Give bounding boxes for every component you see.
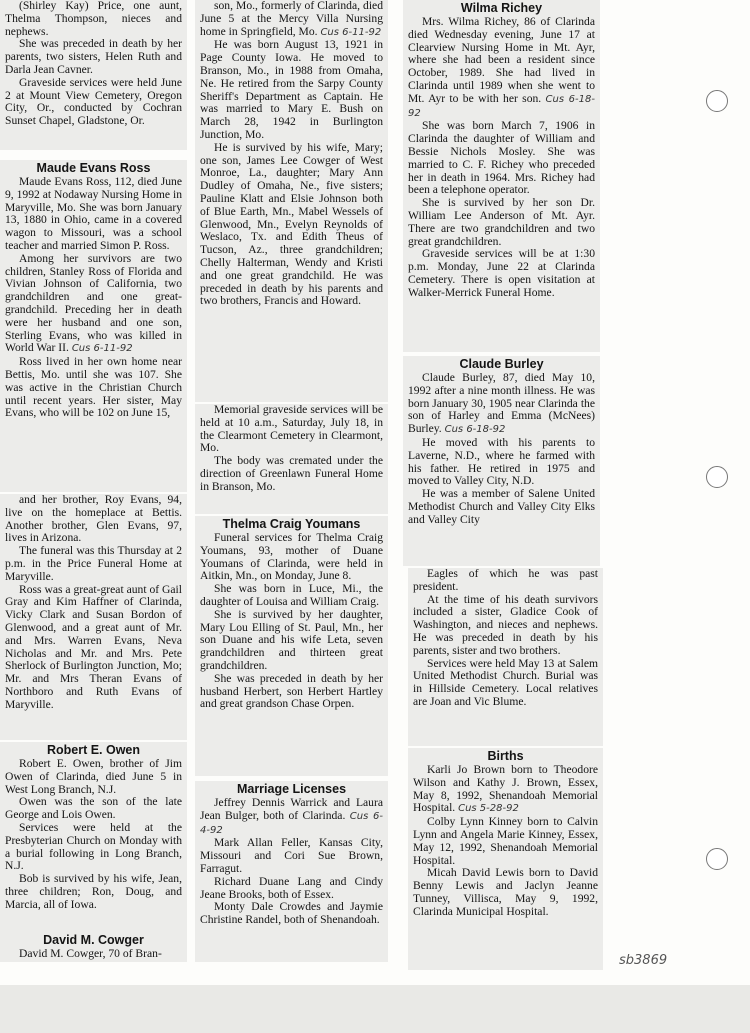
paragraph: Eagles of which he was past president. — [413, 568, 598, 593]
handwritten-date-note: Cus 6-18-92 — [444, 424, 506, 436]
paragraph: Micah David Lewis born to David Benny Lewis and Jaclyn Jeanne Tunney, Villisca, May 9, 1992, Clarinda Municipal Hospital. — [413, 866, 598, 918]
paragraph: Graveside services will be at 1:30 p.m. Monday, June 22 at Clarinda Cemetery. There is open visitation at Walker-Merrick Funeral Home. — [408, 247, 595, 299]
paragraph: Maude Evans Ross, 112, died June 9, 1992 at Nodaway Nursing Home in Maryville, Mo. She was born January 13, 1880 in Ohio, came in a covered wagon to Missouri, was a school teacher and married Simon P. Ross. — [5, 175, 182, 252]
paragraph: Among her survivors are two children, Stanley Ross of Florida and Vivian Johnson of California, two grandchildren and one great-grandchild. Preceding her in death were her husband and one son, Sterling Evans, who was killed in World War II. Cus 6-11-92 — [5, 251, 182, 355]
clipping-robert-owen — [0, 742, 187, 932]
paragraph: and her brother, Roy Evans, 94, live on the homeplace at Bettis. Another brother, Glen Evans, 97, lives in Arizona. — [5, 494, 182, 545]
paragraph: The body was cremated under the direction of Greenlawn Funeral Home in Branson, Mo. — [200, 454, 383, 493]
paragraph: Claude Burley, 87, died May 10, 1992 after a nine month illness. He was born January 30, 1905 near Clarinda the son of Harley and Emma (McNees) Burley. Cus 6-18-92 — [408, 371, 595, 436]
paragraph: Memorial graveside services will be held at 10 a.m., Saturday, July 18, in the Clearmont Cemetery in Clearmont, Mo. — [200, 404, 383, 455]
handwritten-date-note: Cus 5-28-92 — [458, 803, 519, 815]
paragraph: Ross was a great-great aunt of Gail Gray and Kim Haffner of Clarinda, Vicky Clark and Susan Bordon of Glenwood, and a great aunt of Mr. and Mrs. Warren Evans, Neva Nicholas and Mr. and Mrs. Pete Sherlock of Burlington Junction, Mo; Mr. and Mrs Theran Evans of Northboro and Ruth Evans of Maryville. — [5, 582, 182, 711]
section-title: Marriage Licenses — [236, 782, 347, 796]
paragraph: Services were held May 13 at Salem United Methodist Church. Burial was in Hillside Cemetery. Local relatives are Joan and Vic Blume. — [413, 656, 598, 708]
scanner-margin — [0, 985, 750, 1033]
clipping-burley-continued — [408, 568, 603, 746]
paragraph: Mrs. Wilma Richey, 86 of Clarinda died Wednesday evening, June 17 at Clearview Nursing Home in Mt. Ayr, where she had been a resident since October, 1989. She had lived in Clarinda until 1989 when she went to Mt. Ayr to be with her son. Cus 6-18-92 — [408, 15, 595, 119]
obituary-title: Wilma Richey — [460, 1, 543, 15]
paragraph: He was born August 13, 1921 in Page County Iowa. He moved to Branson, Mo., in 1988 from Omaha, Ne. He retired from the Sarpy County Sheriff's Department as Captain. He was married to Mary E. Bush on March 28, 1942 in Burlington Junction, Mo. — [200, 38, 383, 141]
paragraph: (Shirley Kay) Price, one aunt, Thelma Thompson, nieces and nephews. — [5, 0, 182, 38]
paragraph: He was a member of Salene United Methodist Church and Valley City Elks and Valley City — [408, 487, 595, 526]
handwritten-date-note: Cus 6-11-92 — [71, 343, 133, 355]
clipping-thelma-craig-youmans — [195, 516, 388, 776]
binder-hole-middle — [706, 466, 728, 488]
handwritten-date-note: Cus 6-11-92 — [320, 26, 382, 38]
paragraph: Karli Jo Brown born to Theodore Wilson and Kathy J. Brown, Essex, May 8, 1992, Shenandoah Memorial Hospital. Cus 5-28-92 — [413, 763, 598, 815]
paragraph: She was preceded in death by her parents, two sisters, Helen Ruth and Darla Jean Cavner. — [5, 37, 182, 76]
paragraph: Mark Allan Feller, Kansas City, Missouri and Cori Sue Brown, Farragut. — [200, 836, 383, 875]
obituary-title: David M. Cowger — [43, 933, 144, 947]
handwritten-date-note: Cus 6-4-92 — [200, 810, 383, 836]
obituary-title: Maude Evans Ross — [36, 161, 151, 175]
paragraph: At the time of his death survivors included a sister, Gladice Cook of Washington, and nieces and nephews. He was preceded in death by his parents, sister and two brothers. — [413, 592, 598, 657]
paragraph: The funeral was this Thursday at 2 p.m. in the Price Funeral Home at Maryville. — [5, 544, 182, 583]
document-id: sb3869 — [619, 953, 668, 968]
paragraph: He is survived by his wife, Mary; one son, James Lee Cowger of West Monroe, La., daughter; Mary Ann Dudley of Omaha, Ne., five sisters; Pauline Klatt and Elsie Johnson both of Blue Earth, Mn., Mabel Wessels of Glenwood, Mn., Evelyn Reynolds of Weslaco, Tx. and Edith Theus of Tucson, Az., three grandchildren; Chelly Halterman, Wendy and Kristi and one great grandchild. He was preceded in death by his parents and two brothers, Francis and Howard. — [200, 140, 383, 308]
paragraph: He moved with his parents to Laverne, N.D., where he farmed with his father. He retired in 1975 and moved to Valley City, N.D. — [408, 435, 595, 488]
paragraph: Funeral services for Thelma Craig Youmans, 93, mother of Duane Youmans of Clarinda, were held in Aitkin, Mn., on Monday, June 8. — [200, 531, 383, 583]
obituary-title: Claude Burley — [459, 357, 544, 371]
paragraph: Services were held at the Presbyterian Church on Monday with a burial following in Long Branch, N.J. — [5, 820, 182, 873]
paragraph: She is survived by her son Dr. William Lee Anderson of Mt. Ayr. There are two grandchildren and two great grandchildren. — [408, 196, 595, 248]
paragraph: She was born March 7, 1906 in Clarinda the daughter of William and Bessie Nichols Mosley. She was married to C. F. Richey who preceded her in death in 1964. Mrs. Richey had been a telephone operator. — [408, 119, 595, 197]
clipping-wilma-richey — [403, 0, 600, 352]
section-title: Births — [487, 749, 524, 763]
clipping-maude-evans-ross — [0, 160, 187, 492]
paragraph: son, Mo., formerly of Clarinda, died June 5 at the Mercy Villa Nursing home in Springfield, Mo. Cus 6-11-92 — [200, 0, 383, 38]
clipping-claude-burley — [403, 356, 600, 566]
obituary-title: Robert E. Owen — [46, 743, 141, 757]
paragraph: Graveside services were held June 2 at Mount View Cemetery, Oregon City, Or., conducted by Cochran Sunset Chapel, Gladstone, Or. — [5, 75, 182, 128]
paragraph: Jeffrey Dennis Warrick and Laura Jean Bulger, both of Clarinda. Cus 6-4-92 — [200, 796, 383, 836]
paragraph: Robert E. Owen, brother of Jim Owen of Clarinda, died June 5 in West Long Branch, N.J. — [5, 757, 182, 796]
clipping-marriage-licenses — [195, 781, 388, 962]
paragraph: Owen was the son of the late George and Lois Owen. — [5, 795, 182, 822]
clipping-cowger-continued — [195, 0, 388, 402]
obituary-title: Thelma Craig Youmans — [222, 517, 361, 531]
clipping-ross-continued — [0, 494, 187, 740]
clipping-david-cowger — [0, 932, 187, 962]
paragraph: Colby Lynn Kinney born to Calvin Lynn and Angela Marie Kinney, Essex, May 12, 1992, Shenandoah Memorial Hospital. — [413, 815, 598, 867]
paragraph: Richard Duane Lang and Cindy Jeane Brooks, both of Essex. — [200, 874, 383, 901]
clipping-price-continued — [0, 0, 187, 150]
paragraph: Monty Dale Crowdes and Jaymie Christine Randel, both of Shenandoah. — [200, 900, 383, 927]
binder-hole-bottom — [706, 848, 728, 870]
handwritten-date-note: Cus 6-18-92 — [408, 93, 595, 119]
binder-hole-top — [706, 90, 728, 112]
paragraph: She was preceded in death by her husband Herbert, son Herbert Hartley and great grandson Chase Orpen. — [200, 671, 383, 711]
clipping-cowger-services — [195, 404, 388, 514]
paragraph: Bob is survived by his wife, Jean, three children; Ron, Doug, and Marcia, all of Iowa. — [5, 872, 182, 911]
paragraph: She is survived by her daughter, Mary Lou Elling of St. Paul, Mn., her son Duane and his wife Leta, seven grandchildren and thirteen great grandchildren. — [200, 607, 383, 672]
paragraph: Ross lived in her own home near Bettis, Mo. until she was 107. She was active in the Christian Church until recent years. Her sister, May Evans, who will be 102 on June 15, — [5, 355, 182, 420]
clipping-births — [408, 748, 603, 970]
paragraph: She was born in Luce, Mi., the daughter of Louisa and William Craig. — [200, 582, 383, 608]
paragraph: David M. Cowger, 70 of Bran- — [19, 947, 162, 960]
